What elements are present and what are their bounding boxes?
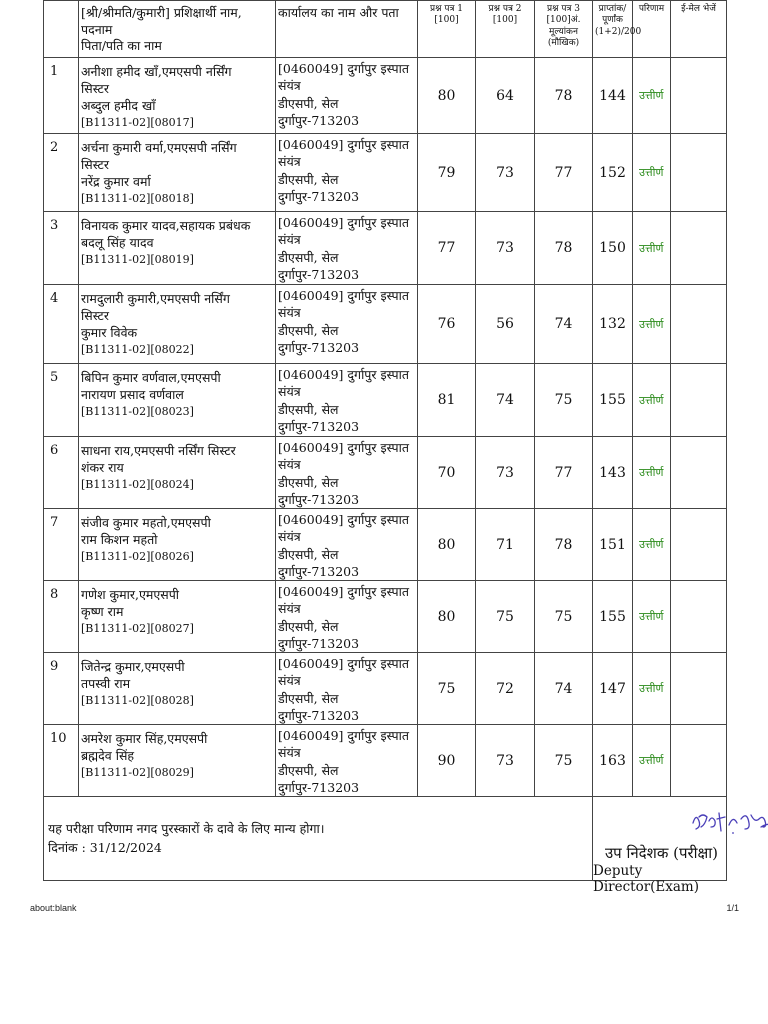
- total-score: 163: [593, 725, 633, 797]
- office-address-line: डीएसपी, सेल: [278, 249, 339, 265]
- trainee-cell: [79, 509, 276, 581]
- paper2-score: 56: [476, 285, 535, 364]
- table-row: [44, 509, 727, 581]
- result-status: उत्तीर्ण: [633, 212, 671, 285]
- paper3-score: 75: [535, 364, 593, 437]
- header-paper3-type: मूल्यांकन: [549, 26, 578, 37]
- validity-note: यह परीक्षा परिणाम नगद पुरस्कारों के दावे के लिए मान्य होगा।: [48, 821, 325, 837]
- header-row: [44, 1, 727, 58]
- trainee-code: [B11311-02][08022]: [81, 342, 194, 356]
- trainee-code: [B11311-02][08026]: [81, 549, 194, 563]
- total-score: 132: [593, 285, 633, 364]
- trainee-code: [B11311-02][08018]: [81, 191, 194, 205]
- serial-number: 6: [44, 437, 79, 509]
- result-status: उत्तीर्ण: [633, 364, 671, 437]
- paper2-score: 72: [476, 653, 535, 725]
- office-address-line: संयंत्र: [278, 154, 301, 170]
- result-status: उत्तीर्ण: [633, 58, 671, 134]
- serial-number: 8: [44, 581, 79, 653]
- email-cell: [671, 581, 727, 653]
- paper1-score: 79: [418, 134, 476, 212]
- paper3-score: 75: [535, 725, 593, 797]
- trainee-code: [B11311-02][08019]: [81, 252, 194, 266]
- office-address-line: संयंत्र: [278, 384, 301, 400]
- trainee-name-line: कुमार विवेक: [81, 324, 138, 340]
- table-row: [44, 364, 727, 437]
- office-cell: [276, 285, 418, 364]
- serial-number: 5: [44, 364, 79, 437]
- office-address-line: डीएसपी, सेल: [278, 762, 339, 778]
- office-address-line: संयंत्र: [278, 78, 301, 94]
- paper3-score: 78: [535, 509, 593, 581]
- serial-number: 3: [44, 212, 79, 285]
- paper3-score: 77: [535, 134, 593, 212]
- paper2-score: 73: [476, 134, 535, 212]
- office-address-line: दुर्गापुर-713203: [278, 266, 360, 282]
- paper2-score: 73: [476, 212, 535, 285]
- header-paper2-max: [100]: [492, 15, 518, 26]
- header-paper2: [476, 1, 535, 58]
- office-address-line: [0460049] दुर्गापुर इस्पात: [278, 728, 409, 743]
- trainee-name-line: शंकर राय: [81, 459, 124, 475]
- office-address-line: दुर्गापुर-713203: [278, 563, 360, 579]
- trainee-name-designation: जितेन्द्र कुमार,एमएसपी: [81, 659, 185, 674]
- paper2-score: 73: [476, 725, 535, 797]
- trainee-name-designation: विनायक कुमार यादव,सहायक प्रबंधक: [81, 218, 251, 233]
- footer-note-cell: [44, 797, 593, 881]
- email-cell: [671, 437, 727, 509]
- header-office: [276, 1, 418, 58]
- office-cell: [276, 58, 418, 134]
- total-score: 152: [593, 134, 633, 212]
- paper3-score: 78: [535, 58, 593, 134]
- result-status: उत्तीर्ण: [633, 509, 671, 581]
- table-row: [44, 653, 727, 725]
- office-cell: [276, 364, 418, 437]
- email-cell: [671, 725, 727, 797]
- office-address-line: [0460049] दुर्गापुर इस्पात: [278, 656, 409, 671]
- trainee-name-designation: रामदुलारी कुमारी,एमएसपी नर्सिंग: [81, 291, 230, 306]
- office-address-line: संयंत्र: [278, 232, 301, 248]
- trainee-name-line: नरेंद्र कुमार वर्मा: [81, 173, 151, 189]
- paper3-score: 75: [535, 581, 593, 653]
- header-paper1: [418, 1, 476, 58]
- office-cell: [276, 653, 418, 725]
- trainee-code: [B11311-02][08027]: [81, 621, 194, 635]
- serial-number: 7: [44, 509, 79, 581]
- trainee-name-line: सिस्टर: [81, 80, 109, 96]
- designation-english: Deputy Director(Exam): [593, 863, 700, 895]
- office-address-line: डीएसपी, सेल: [278, 546, 339, 562]
- office-address-line: दुर्गापुर-713203: [278, 188, 360, 204]
- table-row: [44, 581, 727, 653]
- header-name-line: [श्री/श्रीमति/कुमारी] प्रशिक्षार्थी नाम,: [81, 5, 242, 20]
- trainee-cell: [79, 285, 276, 364]
- header-email: [671, 1, 727, 58]
- paper1-score: 76: [418, 285, 476, 364]
- trainee-name-line: सिस्टर: [81, 307, 109, 323]
- header-total-max: पूर्णांक: [602, 15, 623, 26]
- office-address-line: डीएसपी, सेल: [278, 322, 339, 338]
- header-sno: [44, 1, 79, 58]
- trainee-cell: [79, 212, 276, 285]
- trainee-name-designation: साधना राय,एमएसपी नर्सिंग सिस्टर: [81, 443, 236, 458]
- paper3-score: 74: [535, 653, 593, 725]
- table-row: [44, 437, 727, 509]
- paper1-score: 75: [418, 653, 476, 725]
- header-total-label: प्राप्तांक/: [598, 4, 627, 14]
- email-cell: [671, 285, 727, 364]
- total-score: 147: [593, 653, 633, 725]
- table-row: [44, 725, 727, 797]
- header-name-line: पदनाम: [81, 21, 113, 37]
- serial-number: 2: [44, 134, 79, 212]
- results-table: [43, 0, 727, 895]
- office-address-line: [0460049] दुर्गापुर इस्पात: [278, 367, 409, 382]
- paper2-score: 73: [476, 437, 535, 509]
- result-status: उत्तीर्ण: [633, 653, 671, 725]
- trainee-name-designation: अनीशा हमीद खाँ,एमएसपी नर्सिंग: [81, 64, 232, 79]
- office-address-line: संयंत्र: [278, 673, 301, 689]
- office-address-line: [0460049] दुर्गापुर इस्पात: [278, 61, 409, 76]
- paper2-score: 75: [476, 581, 535, 653]
- paper1-score: 80: [418, 581, 476, 653]
- office-address-line: [0460049] दुर्गापुर इस्पात: [278, 512, 409, 527]
- table-row: [44, 134, 727, 212]
- paper1-score: 80: [418, 509, 476, 581]
- office-address-line: डीएसपी, सेल: [278, 690, 339, 706]
- office-cell: [276, 581, 418, 653]
- trainee-name-designation: संजीव कुमार महतो,एमएसपी: [81, 515, 211, 530]
- office-address-line: दुर्गापुर-713203: [278, 112, 360, 128]
- table-row: [44, 212, 727, 285]
- result-status: उत्तीर्ण: [633, 285, 671, 364]
- serial-number: 10: [44, 725, 79, 797]
- paper2-score: 71: [476, 509, 535, 581]
- total-score: 143: [593, 437, 633, 509]
- header-name-line: पिता/पति का नाम: [81, 38, 162, 54]
- paper1-score: 80: [418, 58, 476, 134]
- serial-number: 1: [44, 58, 79, 134]
- trainee-name-line: ब्रह्मदेव सिंह: [81, 747, 135, 763]
- trainee-name-line: कृष्ण राम: [81, 603, 124, 619]
- paper1-score: 81: [418, 364, 476, 437]
- paper3-score: 77: [535, 437, 593, 509]
- trainee-cell: [79, 653, 276, 725]
- result-status: उत्तीर्ण: [633, 581, 671, 653]
- trainee-name-line: बदलू सिंह यादव: [81, 234, 154, 250]
- office-address-line: संयंत्र: [278, 457, 301, 473]
- header-total-formula: (1+2)/200: [595, 26, 642, 37]
- office-cell: [276, 437, 418, 509]
- office-address-line: डीएसपी, सेल: [278, 401, 339, 417]
- total-score: 155: [593, 364, 633, 437]
- trainee-cell: [79, 364, 276, 437]
- signature-cell: [593, 797, 727, 895]
- trainee-name-line: सिस्टर: [81, 156, 109, 172]
- trainee-name-line: तपस्वी राम: [81, 675, 131, 691]
- email-cell: [671, 509, 727, 581]
- result-status: उत्तीर्ण: [633, 437, 671, 509]
- header-email-label: ई-मेल भेजें: [681, 4, 716, 14]
- result-status: उत्तीर्ण: [633, 134, 671, 212]
- trainee-name-designation: अमरेश कुमार सिंह,एमएसपी: [81, 731, 208, 746]
- result-status: उत्तीर्ण: [633, 725, 671, 797]
- office-address-line: संयंत्र: [278, 601, 301, 617]
- office-address-line: [0460049] दुर्गापुर इस्पात: [278, 137, 409, 152]
- paper2-score: 74: [476, 364, 535, 437]
- trainee-name-line: राम किशन महतो: [81, 531, 158, 547]
- total-score: 155: [593, 581, 633, 653]
- trainee-name-designation: गणेश कुमार,एमएसपी: [81, 587, 180, 602]
- header-paper3-max: [100]अं.: [546, 15, 581, 26]
- trainee-code: [B11311-02][08023]: [81, 404, 194, 418]
- designation-hindi: उप निदेशक (परीक्षा): [604, 844, 718, 862]
- office-address-line: डीएसपी, सेल: [278, 95, 339, 111]
- trainee-code: [B11311-02][08024]: [81, 477, 194, 491]
- trainee-code: [B11311-02][08029]: [81, 765, 194, 779]
- header-name: [79, 1, 276, 58]
- office-address-line: डीएसपी, सेल: [278, 474, 339, 490]
- table-row: [44, 58, 727, 134]
- office-address-line: [0460049] दुर्गापुर इस्पात: [278, 215, 409, 230]
- office-address-line: दुर्गापुर-713203: [278, 491, 360, 507]
- header-total: [593, 1, 642, 58]
- office-cell: [276, 134, 418, 212]
- email-cell: [671, 212, 727, 285]
- footer-row: [44, 797, 727, 881]
- trainee-code: [B11311-02][08028]: [81, 693, 194, 707]
- paper1-score: 77: [418, 212, 476, 285]
- trainee-code: [B11311-02][08017]: [81, 115, 194, 129]
- header-paper3: [535, 1, 593, 58]
- paper1-score: 70: [418, 437, 476, 509]
- paper1-score: 90: [418, 725, 476, 797]
- serial-number: 4: [44, 285, 79, 364]
- office-cell: [276, 725, 418, 797]
- serial-number: 9: [44, 653, 79, 725]
- results-body: [44, 58, 727, 797]
- header-result-label: परिणाम: [638, 4, 665, 14]
- trainee-name-designation: अर्चना कुमारी वर्मा,एमएसपी नर्सिंग: [81, 140, 237, 155]
- paper2-score: 64: [476, 58, 535, 134]
- office-cell: [276, 509, 418, 581]
- trainee-name-line: अब्दुल हमीद खाँ: [81, 97, 156, 113]
- total-score: 144: [593, 58, 633, 134]
- signature-image: [689, 805, 768, 837]
- office-address-line: [0460049] दुर्गापुर इस्पात: [278, 584, 409, 599]
- office-cell: [276, 212, 418, 285]
- email-cell: [671, 364, 727, 437]
- paper3-score: 78: [535, 212, 593, 285]
- header-paper1-label: प्रश्न पत्र 1: [429, 4, 463, 14]
- office-address-line: [0460049] दुर्गापुर इस्पात: [278, 440, 409, 455]
- result-date: दिनांक : 31/12/2024: [48, 839, 162, 855]
- office-address-line: डीएसपी, सेल: [278, 618, 339, 634]
- trainee-cell: [79, 581, 276, 653]
- office-address-line: डीएसपी, सेल: [278, 171, 339, 187]
- paper3-score: 74: [535, 285, 593, 364]
- trainee-cell: [79, 725, 276, 797]
- trainee-name-line: नारायण प्रसाद वर्णवाल: [81, 386, 184, 402]
- header-paper3-label: प्रश्न पत्र 3: [546, 4, 580, 14]
- office-address-line: दुर्गापुर-713203: [278, 707, 360, 723]
- office-address-line: दुर्गापुर-713203: [278, 635, 360, 651]
- header-paper3-oral: (मौखिक): [547, 37, 580, 48]
- total-score: 150: [593, 212, 633, 285]
- trainee-cell: [79, 58, 276, 134]
- office-address-line: [0460049] दुर्गापुर इस्पात: [278, 288, 409, 303]
- email-cell: [671, 58, 727, 134]
- email-cell: [671, 134, 727, 212]
- trainee-cell: [79, 134, 276, 212]
- header-paper1-max: [100]: [434, 15, 459, 26]
- page-number: 1/1: [726, 903, 739, 913]
- total-score: 151: [593, 509, 633, 581]
- header-office-label: कार्यालय का नाम और पता: [278, 5, 399, 20]
- page-url: about:blank: [30, 903, 77, 913]
- office-address-line: संयंत्र: [278, 529, 301, 545]
- office-address-line: दुर्गापुर-713203: [278, 339, 360, 355]
- header-paper2-label: प्रश्न पत्र 2: [488, 4, 522, 14]
- office-address-line: संयंत्र: [278, 305, 301, 321]
- trainee-cell: [79, 437, 276, 509]
- table-row: [44, 285, 727, 364]
- office-address-line: दुर्गापुर-713203: [278, 779, 360, 795]
- office-address-line: दुर्गापुर-713203: [278, 418, 360, 434]
- office-address-line: संयंत्र: [278, 745, 301, 761]
- trainee-name-designation: बिपिन कुमार वर्णवाल,एमएसपी: [81, 370, 221, 385]
- email-cell: [671, 653, 727, 725]
